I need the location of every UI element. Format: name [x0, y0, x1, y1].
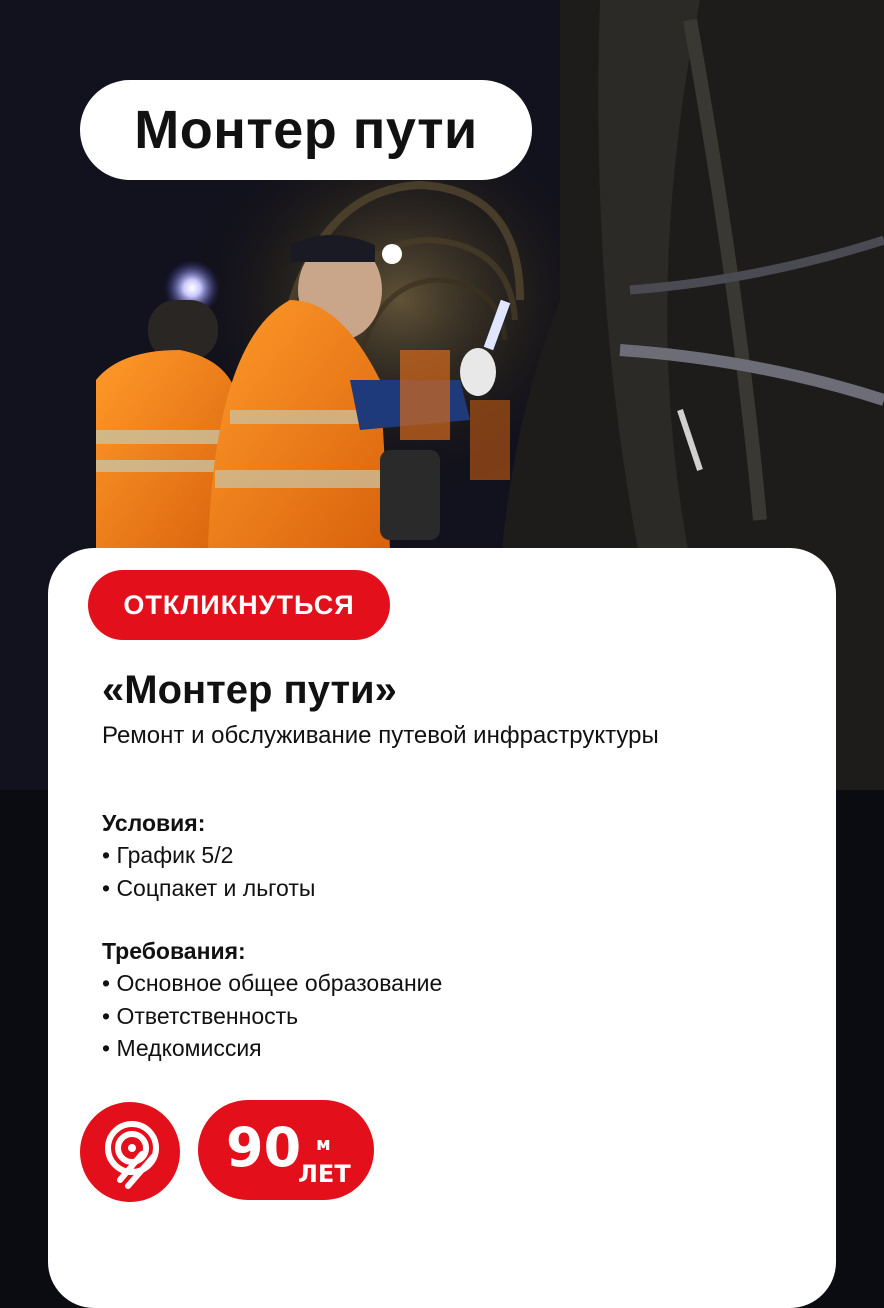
requirements-item: • Ответственность: [102, 1003, 299, 1029]
job-title: «Монтер пути»: [102, 668, 397, 712]
requirements-item: • Медкомиссия: [102, 1035, 262, 1061]
requirements-item: • Основное общее образование: [102, 970, 443, 996]
anniversary-number: 90: [226, 1116, 302, 1179]
anniversary-word: ЛЕТ: [298, 1160, 351, 1188]
title-pill: [80, 80, 532, 180]
job-subtitle: Ремонт и обслуживание путевой инфраструктуры: [102, 722, 659, 749]
vacancy-card: [48, 548, 836, 1308]
conditions-item: • Соцпакет и льготы: [102, 875, 316, 901]
moscow-metro-logo-icon: [80, 1102, 180, 1202]
anniversary-letter: м: [316, 1134, 331, 1155]
conditions-item: • График 5/2: [102, 842, 234, 868]
apply-button[interactable]: [88, 570, 390, 640]
apply-button-label: ОТКЛИКНУТЬСЯ: [123, 589, 355, 620]
page-title: Монтер пути: [134, 100, 478, 160]
90-years-badge-icon: [198, 1100, 374, 1200]
requirements-heading: Требования:: [102, 938, 246, 964]
conditions-heading: Условия:: [102, 810, 206, 836]
